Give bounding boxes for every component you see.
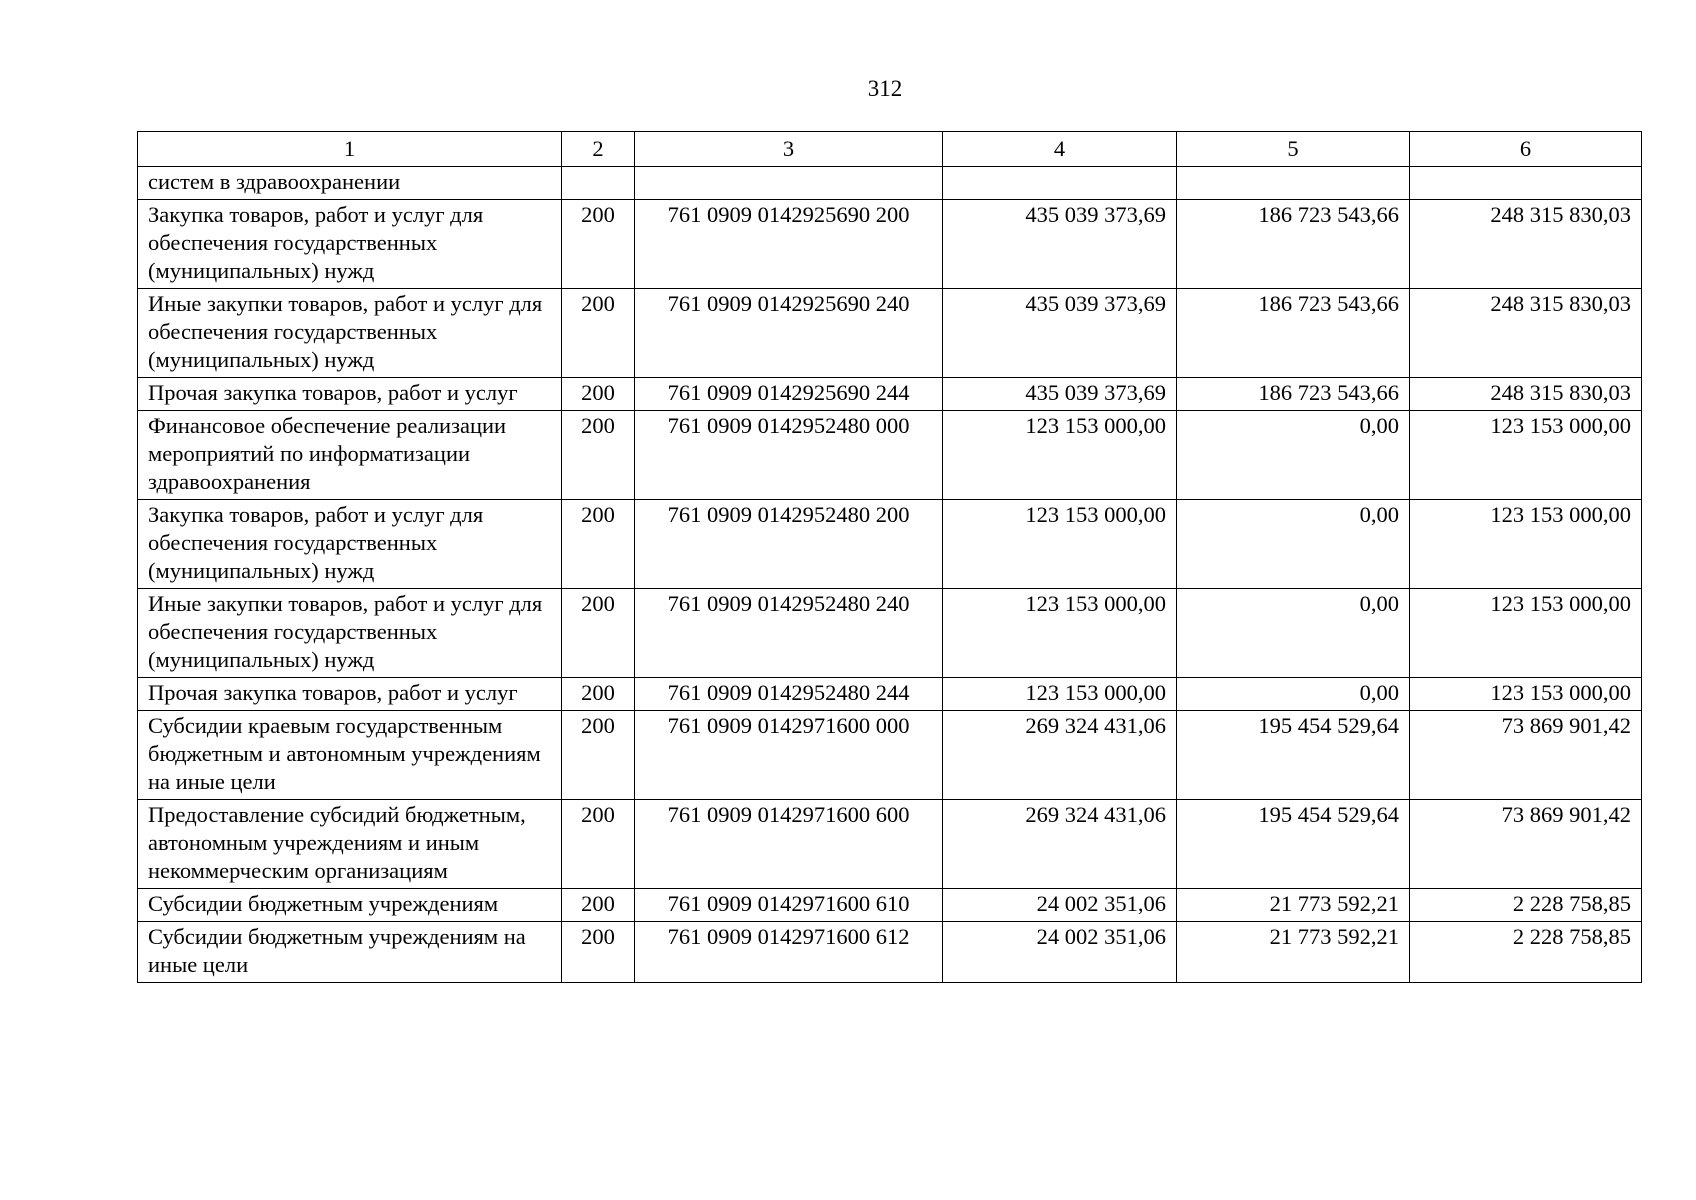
row-name: Иные закупки товаров, работ и услуг для обеспечения государственных (муниципальных) нужд <box>138 289 562 378</box>
row-code <box>635 167 943 200</box>
row-code: 761 0909 0142925690 244 <box>635 378 943 411</box>
row-value-6: 73 869 901,42 <box>1410 800 1642 889</box>
row-value-5: 0,00 <box>1177 589 1410 678</box>
table-row <box>138 289 1642 378</box>
row-value-6: 248 315 830,03 <box>1410 289 1642 378</box>
row-code: 761 0909 0142952480 000 <box>635 411 943 500</box>
table-row <box>138 889 1642 922</box>
row-value-5: 0,00 <box>1177 678 1410 711</box>
row-col2 <box>562 167 635 200</box>
row-name: Предоставление субсидий бюджетным, автономным учреждениям и иным некоммерческим организациям <box>138 800 562 889</box>
row-value-5: 21 773 592,21 <box>1177 889 1410 922</box>
row-code: 761 0909 0142925690 200 <box>635 200 943 289</box>
row-value-6: 248 315 830,03 <box>1410 378 1642 411</box>
row-value-4: 435 039 373,69 <box>943 200 1177 289</box>
row-col2: 200 <box>562 500 635 589</box>
row-value-4: 24 002 351,06 <box>943 922 1177 983</box>
row-value-4: 123 153 000,00 <box>943 678 1177 711</box>
row-name: Закупка товаров, работ и услуг для обеспечения государственных (муниципальных) нужд <box>138 200 562 289</box>
row-value-6 <box>1410 167 1642 200</box>
row-value-4: 269 324 431,06 <box>943 800 1177 889</box>
row-name: Прочая закупка товаров, работ и услуг <box>138 678 562 711</box>
row-code: 761 0909 0142952480 244 <box>635 678 943 711</box>
row-name: систем в здравоохранении <box>138 167 562 200</box>
column-header-2: 2 <box>562 132 635 167</box>
column-header-3: 3 <box>635 132 943 167</box>
table-row <box>138 167 1642 200</box>
row-code: 761 0909 0142925690 240 <box>635 289 943 378</box>
row-name: Иные закупки товаров, работ и услуг для обеспечения государственных (муниципальных) нужд <box>138 589 562 678</box>
table-row <box>138 378 1642 411</box>
row-col2: 200 <box>562 589 635 678</box>
row-code: 761 0909 0142952480 240 <box>635 589 943 678</box>
column-header-4: 4 <box>943 132 1177 167</box>
row-name: Субсидии бюджетным учреждениям на иные цели <box>138 922 562 983</box>
table-row <box>138 200 1642 289</box>
row-value-6: 123 153 000,00 <box>1410 411 1642 500</box>
table-row <box>138 800 1642 889</box>
row-col2: 200 <box>562 289 635 378</box>
row-value-5: 186 723 543,66 <box>1177 289 1410 378</box>
row-name: Закупка товаров, работ и услуг для обеспечения государственных (муниципальных) нужд <box>138 500 562 589</box>
row-value-5: 195 454 529,64 <box>1177 800 1410 889</box>
row-code: 761 0909 0142952480 200 <box>635 500 943 589</box>
row-value-5: 186 723 543,66 <box>1177 378 1410 411</box>
row-name: Прочая закупка товаров, работ и услуг <box>138 378 562 411</box>
row-code: 761 0909 0142971600 612 <box>635 922 943 983</box>
page-number: 312 <box>867 76 903 101</box>
table-row <box>138 678 1642 711</box>
row-value-5 <box>1177 167 1410 200</box>
row-code: 761 0909 0142971600 600 <box>635 800 943 889</box>
column-header-5: 5 <box>1177 132 1410 167</box>
row-value-6: 73 869 901,42 <box>1410 711 1642 800</box>
row-col2: 200 <box>562 922 635 983</box>
row-value-4: 123 153 000,00 <box>943 500 1177 589</box>
row-value-6: 2 228 758,85 <box>1410 889 1642 922</box>
column-header-1: 1 <box>138 132 562 167</box>
table-row <box>138 922 1642 983</box>
table-row <box>138 711 1642 800</box>
table-row <box>138 589 1642 678</box>
row-value-6: 123 153 000,00 <box>1410 589 1642 678</box>
row-value-4: 269 324 431,06 <box>943 711 1177 800</box>
row-value-6: 248 315 830,03 <box>1410 200 1642 289</box>
row-code: 761 0909 0142971600 610 <box>635 889 943 922</box>
row-value-6: 123 153 000,00 <box>1410 678 1642 711</box>
row-value-4 <box>943 167 1177 200</box>
row-name: Субсидии бюджетным учреждениям <box>138 889 562 922</box>
row-name: Финансовое обеспечение реализации мероприятий по информатизации здравоохранения <box>138 411 562 500</box>
row-value-5: 0,00 <box>1177 411 1410 500</box>
row-value-4: 24 002 351,06 <box>943 889 1177 922</box>
row-col2: 200 <box>562 411 635 500</box>
row-code: 761 0909 0142971600 000 <box>635 711 943 800</box>
row-value-4: 123 153 000,00 <box>943 589 1177 678</box>
row-value-4: 123 153 000,00 <box>943 411 1177 500</box>
table-header-row <box>138 132 1642 167</box>
column-header-6: 6 <box>1410 132 1642 167</box>
row-col2: 200 <box>562 889 635 922</box>
row-col2: 200 <box>562 378 635 411</box>
row-col2: 200 <box>562 200 635 289</box>
row-col2: 200 <box>562 711 635 800</box>
row-value-5: 0,00 <box>1177 500 1410 589</box>
row-col2: 200 <box>562 678 635 711</box>
table-row <box>138 500 1642 589</box>
row-value-5: 195 454 529,64 <box>1177 711 1410 800</box>
row-value-4: 435 039 373,69 <box>943 378 1177 411</box>
row-value-6: 123 153 000,00 <box>1410 500 1642 589</box>
row-value-4: 435 039 373,69 <box>943 289 1177 378</box>
table-row <box>138 411 1642 500</box>
budget-table <box>137 131 1642 983</box>
row-value-5: 21 773 592,21 <box>1177 922 1410 983</box>
row-col2: 200 <box>562 800 635 889</box>
row-name: Субсидии краевым государственным бюджетным и автономным учреждениям на иные цели <box>138 711 562 800</box>
row-value-5: 186 723 543,66 <box>1177 200 1410 289</box>
row-value-6: 2 228 758,85 <box>1410 922 1642 983</box>
